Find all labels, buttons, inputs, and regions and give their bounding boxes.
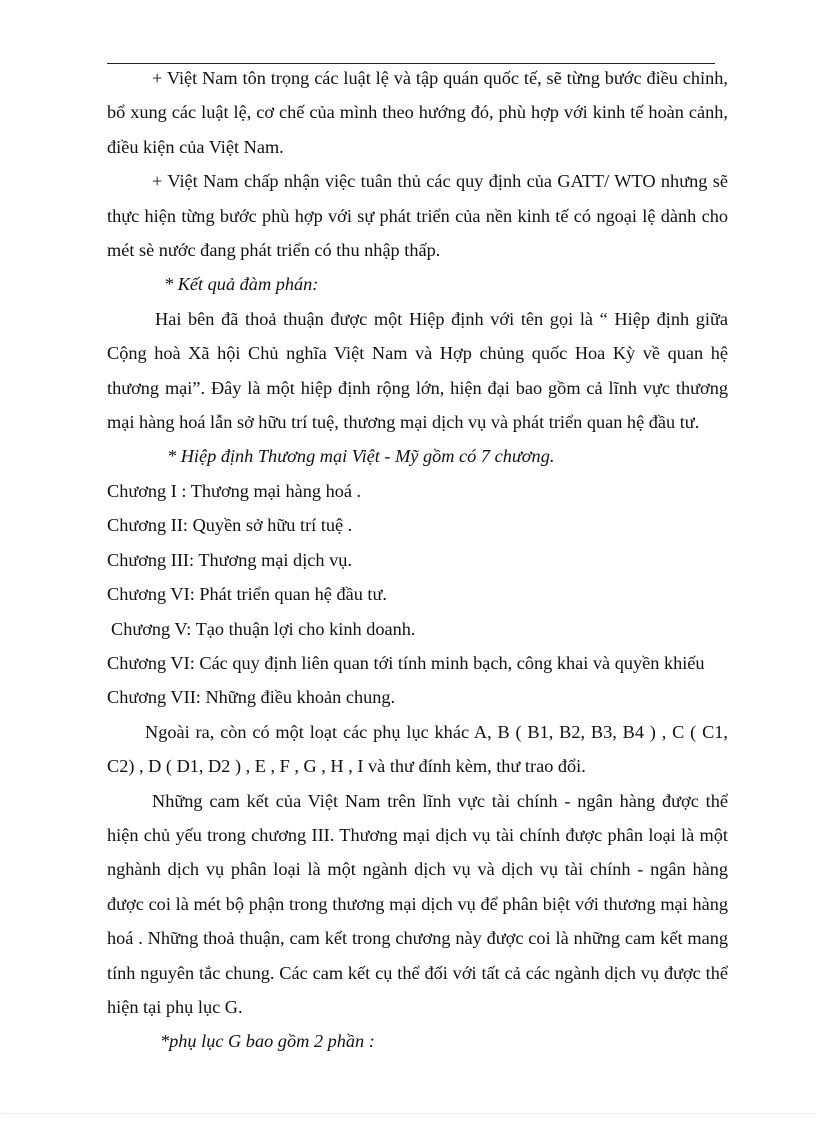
heading-negotiation-result: * Kết quả đàm phán: [164,274,319,295]
footer-dotted-rule [0,1113,816,1114]
heading-appendix-g: *phụ lục G bao gồm 2 phần : [160,1031,375,1052]
chapter-item: Chương III: Thương mại dịch vụ. [107,549,352,570]
paragraph-respect-rules: + Việt Nam tôn trọng các luật lệ và tập quán quốc tế, sẽ từng bước điều chỉnh, bổ xung các luật lệ, cơ chế của mình theo hướng đó, phù hợp với kinh tế hoàn cảnh, điều kiện của Việt Nam. [107,68,728,157]
paragraph-financial-commitments: Những cam kết của Việt Nam trên lĩnh vực tài chính - ngân hàng được thể hiện chủ yếu trong chương III. Thương mại dịch vụ tài chính được phân loại là một nghành dịch vụ phân loại là một ngành dịch vụ và dịch vụ tài chính - ngân hàng được coi là mét bộ phận trong thương mại dịch vụ để phân biệt với thương mại hàng hoá . Những thoả thuận, cam kết trong chương này được coi là những cam kết mang tính nguyên tắc chung. Các cam kết cụ thể đối với tất cả các ngành dịch vụ được thể hiện tại phụ lục G. [107,790,728,1017]
chapter-list [107,474,728,715]
paragraph-appendices: Ngoài ra, còn có một loạt các phụ lục khác A, B ( B1, B2, B3, B4 ) , C ( C1, C2) , D ( D1, D2 ) , E , F , G , H , I và thư đính kèm, thư trao đổi. [107,721,728,777]
chapter-item: Chương V: Tạo thuận lợi cho kinh doanh. [111,618,416,639]
paragraph-accept-gatt-wto: + Việt Nam chấp nhận việc tuân thủ các quy định của GATT/ WTO nhưng sẽ thực hiện từng bước phù hợp với sự phát triển của nền kinh tế có ngoại lệ dành cho mét sè nước đang phát triển có thu nhập thấp. [107,171,728,261]
chapter-item: Chương VI: Phát triển quan hệ đầu tư. [107,584,387,605]
chapter-item: Chương VI: Các quy định liên quan tới tính minh bạch, công khai và quyền khiếu [107,652,705,673]
document-body [107,61,728,1059]
chapter-item: Chương VII: Những điều khoản chung. [107,687,396,708]
heading-agreement-chapters: * Hiệp định Thương mại Việt - Mỹ gồm có 7 chương. [167,446,555,467]
chapter-item: Chương II: Quyền sở hữu trí tuệ . [107,515,353,536]
paragraph-agreement-summary: Hai bên đã thoả thuận được một Hiệp định với tên gọi là “ Hiệp định giữa Cộng hoà Xã hội Chủ nghĩa Việt Nam và Hợp chủng quốc Hoa Kỳ về quan hệ thương mại”. Đây là một hiệp định rộng lớn, hiện đại bao gồm cả lĩnh vực thương mại hàng hoá lẫn sở hữu trí tuệ, thương mại dịch vụ và phát triển quan hệ đầu tư. [107,308,728,433]
chapter-item: Chương I : Thương mại hàng hoá . [107,480,362,501]
